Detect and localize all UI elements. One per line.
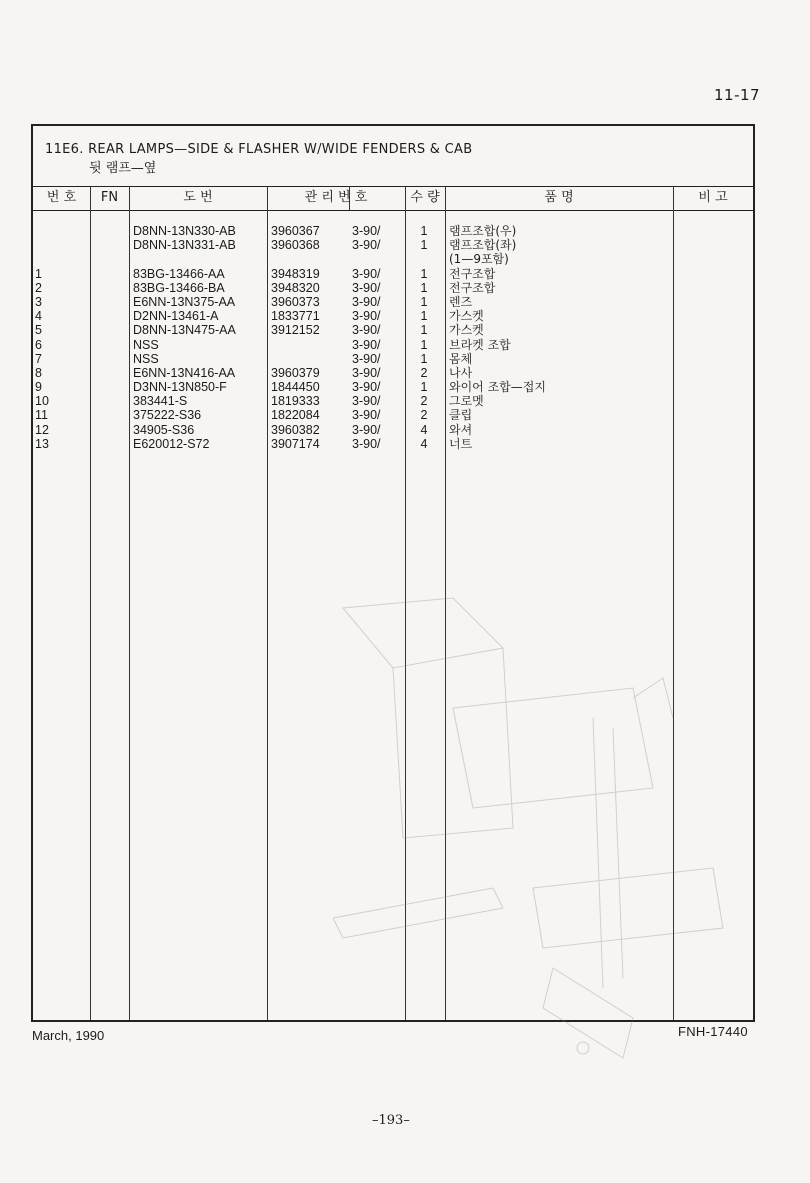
header-description: 품 명 — [544, 190, 574, 205]
row-management-number: 3960382 — [271, 422, 320, 437]
row-serial-range: 3-90/ — [352, 365, 381, 380]
table-row — [33, 352, 753, 366]
row-serial-range: 3-90/ — [352, 224, 381, 238]
table-row — [33, 437, 753, 451]
table-row — [33, 366, 753, 380]
row-description: 너트 — [449, 436, 473, 451]
row-quantity: 1 — [420, 309, 428, 324]
table-row — [33, 338, 753, 352]
row-management-number: 3907174 — [271, 436, 320, 451]
table-row — [33, 238, 753, 252]
table-row — [33, 295, 753, 309]
table-row — [33, 323, 753, 337]
row-no: 13 — [35, 436, 49, 451]
row-serial-range: 3-90/ — [352, 309, 381, 324]
row-no: 10 — [35, 394, 49, 409]
row-part-number: D8NN-13N331-AB — [133, 238, 236, 253]
row-management-number: 1822084 — [271, 408, 320, 423]
document-code: FNH-17440 — [678, 1024, 748, 1039]
publication-date: March, 1990 — [32, 1028, 105, 1043]
row-serial-range: 3-90/ — [352, 394, 381, 409]
row-part-number: D8NN-13N475-AA — [133, 323, 236, 338]
header-mgmt-no: 관 리 번 호 — [304, 190, 368, 205]
row-part-number: NSS — [133, 351, 159, 366]
table-row — [33, 408, 753, 422]
row-no: 11 — [35, 408, 48, 423]
row-part-number: D3NN-13N850-F — [133, 380, 227, 395]
row-quantity: 1 — [420, 266, 428, 281]
row-serial-range: 3-90/ — [352, 436, 381, 451]
table-row — [33, 309, 753, 323]
row-part-number: D8NN-13N330-AB — [133, 224, 236, 238]
page-number-bottom: –193– — [372, 1113, 410, 1128]
table-row — [33, 423, 753, 437]
row-description: 전구조합 — [449, 280, 496, 295]
row-part-number: D2NN-13461-A — [133, 309, 219, 324]
header-part-no: 도 번 — [183, 190, 213, 205]
row-no: 8 — [35, 365, 42, 380]
table-row — [33, 224, 753, 238]
parts-list — [33, 224, 753, 451]
row-part-number: 383441-S — [133, 394, 188, 409]
row-part-number: NSS — [133, 337, 159, 352]
row-management-number: 3912152 — [271, 323, 320, 338]
table-row — [33, 394, 753, 408]
row-serial-range: 3-90/ — [352, 294, 381, 309]
row-quantity: 1 — [420, 337, 428, 352]
row-description: 가스켓 — [449, 309, 484, 324]
row-management-number: 3948320 — [271, 280, 320, 295]
header-remark: 비 고 — [698, 190, 728, 205]
header-fn: FN — [100, 190, 119, 205]
row-no: 2 — [35, 280, 42, 295]
row-management-number: 1844450 — [271, 380, 320, 395]
row-no: 9 — [35, 380, 42, 395]
page-number-top: 11-17 — [714, 86, 761, 104]
row-no: 6 — [35, 337, 42, 352]
row-serial-range: 3-90/ — [352, 380, 381, 395]
row-quantity: 1 — [420, 380, 428, 395]
row-description: 와이어 조합—접지 — [449, 380, 546, 395]
row-quantity: 2 — [420, 394, 428, 409]
row-quantity: 1 — [420, 238, 428, 253]
row-serial-range: 3-90/ — [352, 337, 381, 352]
row-description: 클립 — [449, 408, 473, 423]
faint-background-drawing — [333, 588, 733, 1128]
row-quantity: 2 — [420, 365, 428, 380]
row-serial-range: 3-90/ — [352, 266, 381, 281]
row-no: 4 — [35, 309, 42, 324]
row-serial-range: 3-90/ — [352, 323, 381, 338]
table-header-row — [33, 186, 753, 211]
row-part-number: 375222-S36 — [133, 408, 202, 423]
row-management-number: 1833771 — [271, 309, 320, 324]
row-description: 브라켓 조합 — [449, 337, 511, 352]
row-description: (1—9포함) — [449, 252, 509, 267]
row-part-number: E620012-S72 — [133, 436, 210, 451]
section-subtitle: 뒷 램프—옆 — [89, 161, 157, 176]
row-part-number: 83BG-13466-AA — [133, 266, 225, 281]
row-no: 1 — [35, 266, 42, 281]
column-divider — [349, 186, 350, 210]
row-serial-range: 3-90/ — [352, 280, 381, 295]
row-quantity: 4 — [420, 422, 428, 437]
row-description: 렌즈 — [449, 294, 473, 309]
row-quantity: 1 — [420, 351, 428, 366]
row-quantity: 1 — [420, 323, 428, 338]
table-row — [33, 252, 753, 266]
row-part-number: E6NN-13N375-AA — [133, 294, 236, 309]
row-part-number: 83BG-13466-BA — [133, 280, 225, 295]
row-no: 7 — [35, 351, 42, 366]
row-description: 가스켓 — [449, 323, 484, 338]
row-no: 3 — [35, 294, 42, 309]
row-description: 와셔 — [449, 422, 473, 437]
parts-table-frame — [31, 124, 755, 1022]
title-box — [33, 126, 753, 187]
row-quantity: 4 — [420, 436, 428, 451]
row-management-number: 3960379 — [271, 365, 320, 380]
row-management-number: 3960373 — [271, 294, 320, 309]
row-serial-range: 3-90/ — [352, 408, 381, 423]
row-part-number: E6NN-13N416-AA — [133, 365, 236, 380]
row-description: 나사 — [449, 365, 473, 380]
row-serial-range: 3-90/ — [352, 351, 381, 366]
row-quantity: 1 — [420, 294, 428, 309]
row-management-number: 1819333 — [271, 394, 320, 409]
row-description: 램프조합(좌) — [449, 238, 517, 253]
row-description: 그로멧 — [449, 394, 484, 409]
row-quantity: 2 — [420, 408, 428, 423]
section-title: 11E6. REAR LAMPS—SIDE & FLASHER W/WIDE FENDERS & CAB — [45, 142, 473, 157]
row-description: 램프조합(우) — [449, 224, 517, 238]
row-quantity: 1 — [420, 280, 428, 295]
row-management-number: 3960368 — [271, 238, 320, 253]
row-serial-range: 3-90/ — [352, 422, 381, 437]
header-qty: 수 량 — [410, 190, 440, 205]
row-description: 몸체 — [449, 351, 473, 366]
table-row — [33, 267, 753, 281]
row-management-number: 3948319 — [271, 266, 320, 281]
row-management-number: 3960367 — [271, 224, 320, 238]
row-quantity: 1 — [420, 224, 428, 238]
row-no: 5 — [35, 323, 42, 338]
header-no: 번 호 — [46, 190, 77, 205]
table-row — [33, 380, 753, 394]
row-serial-range: 3-90/ — [352, 238, 381, 253]
row-no: 12 — [35, 422, 49, 437]
row-part-number: 34905-S36 — [133, 422, 195, 437]
row-description: 전구조합 — [449, 266, 496, 281]
table-row — [33, 281, 753, 295]
